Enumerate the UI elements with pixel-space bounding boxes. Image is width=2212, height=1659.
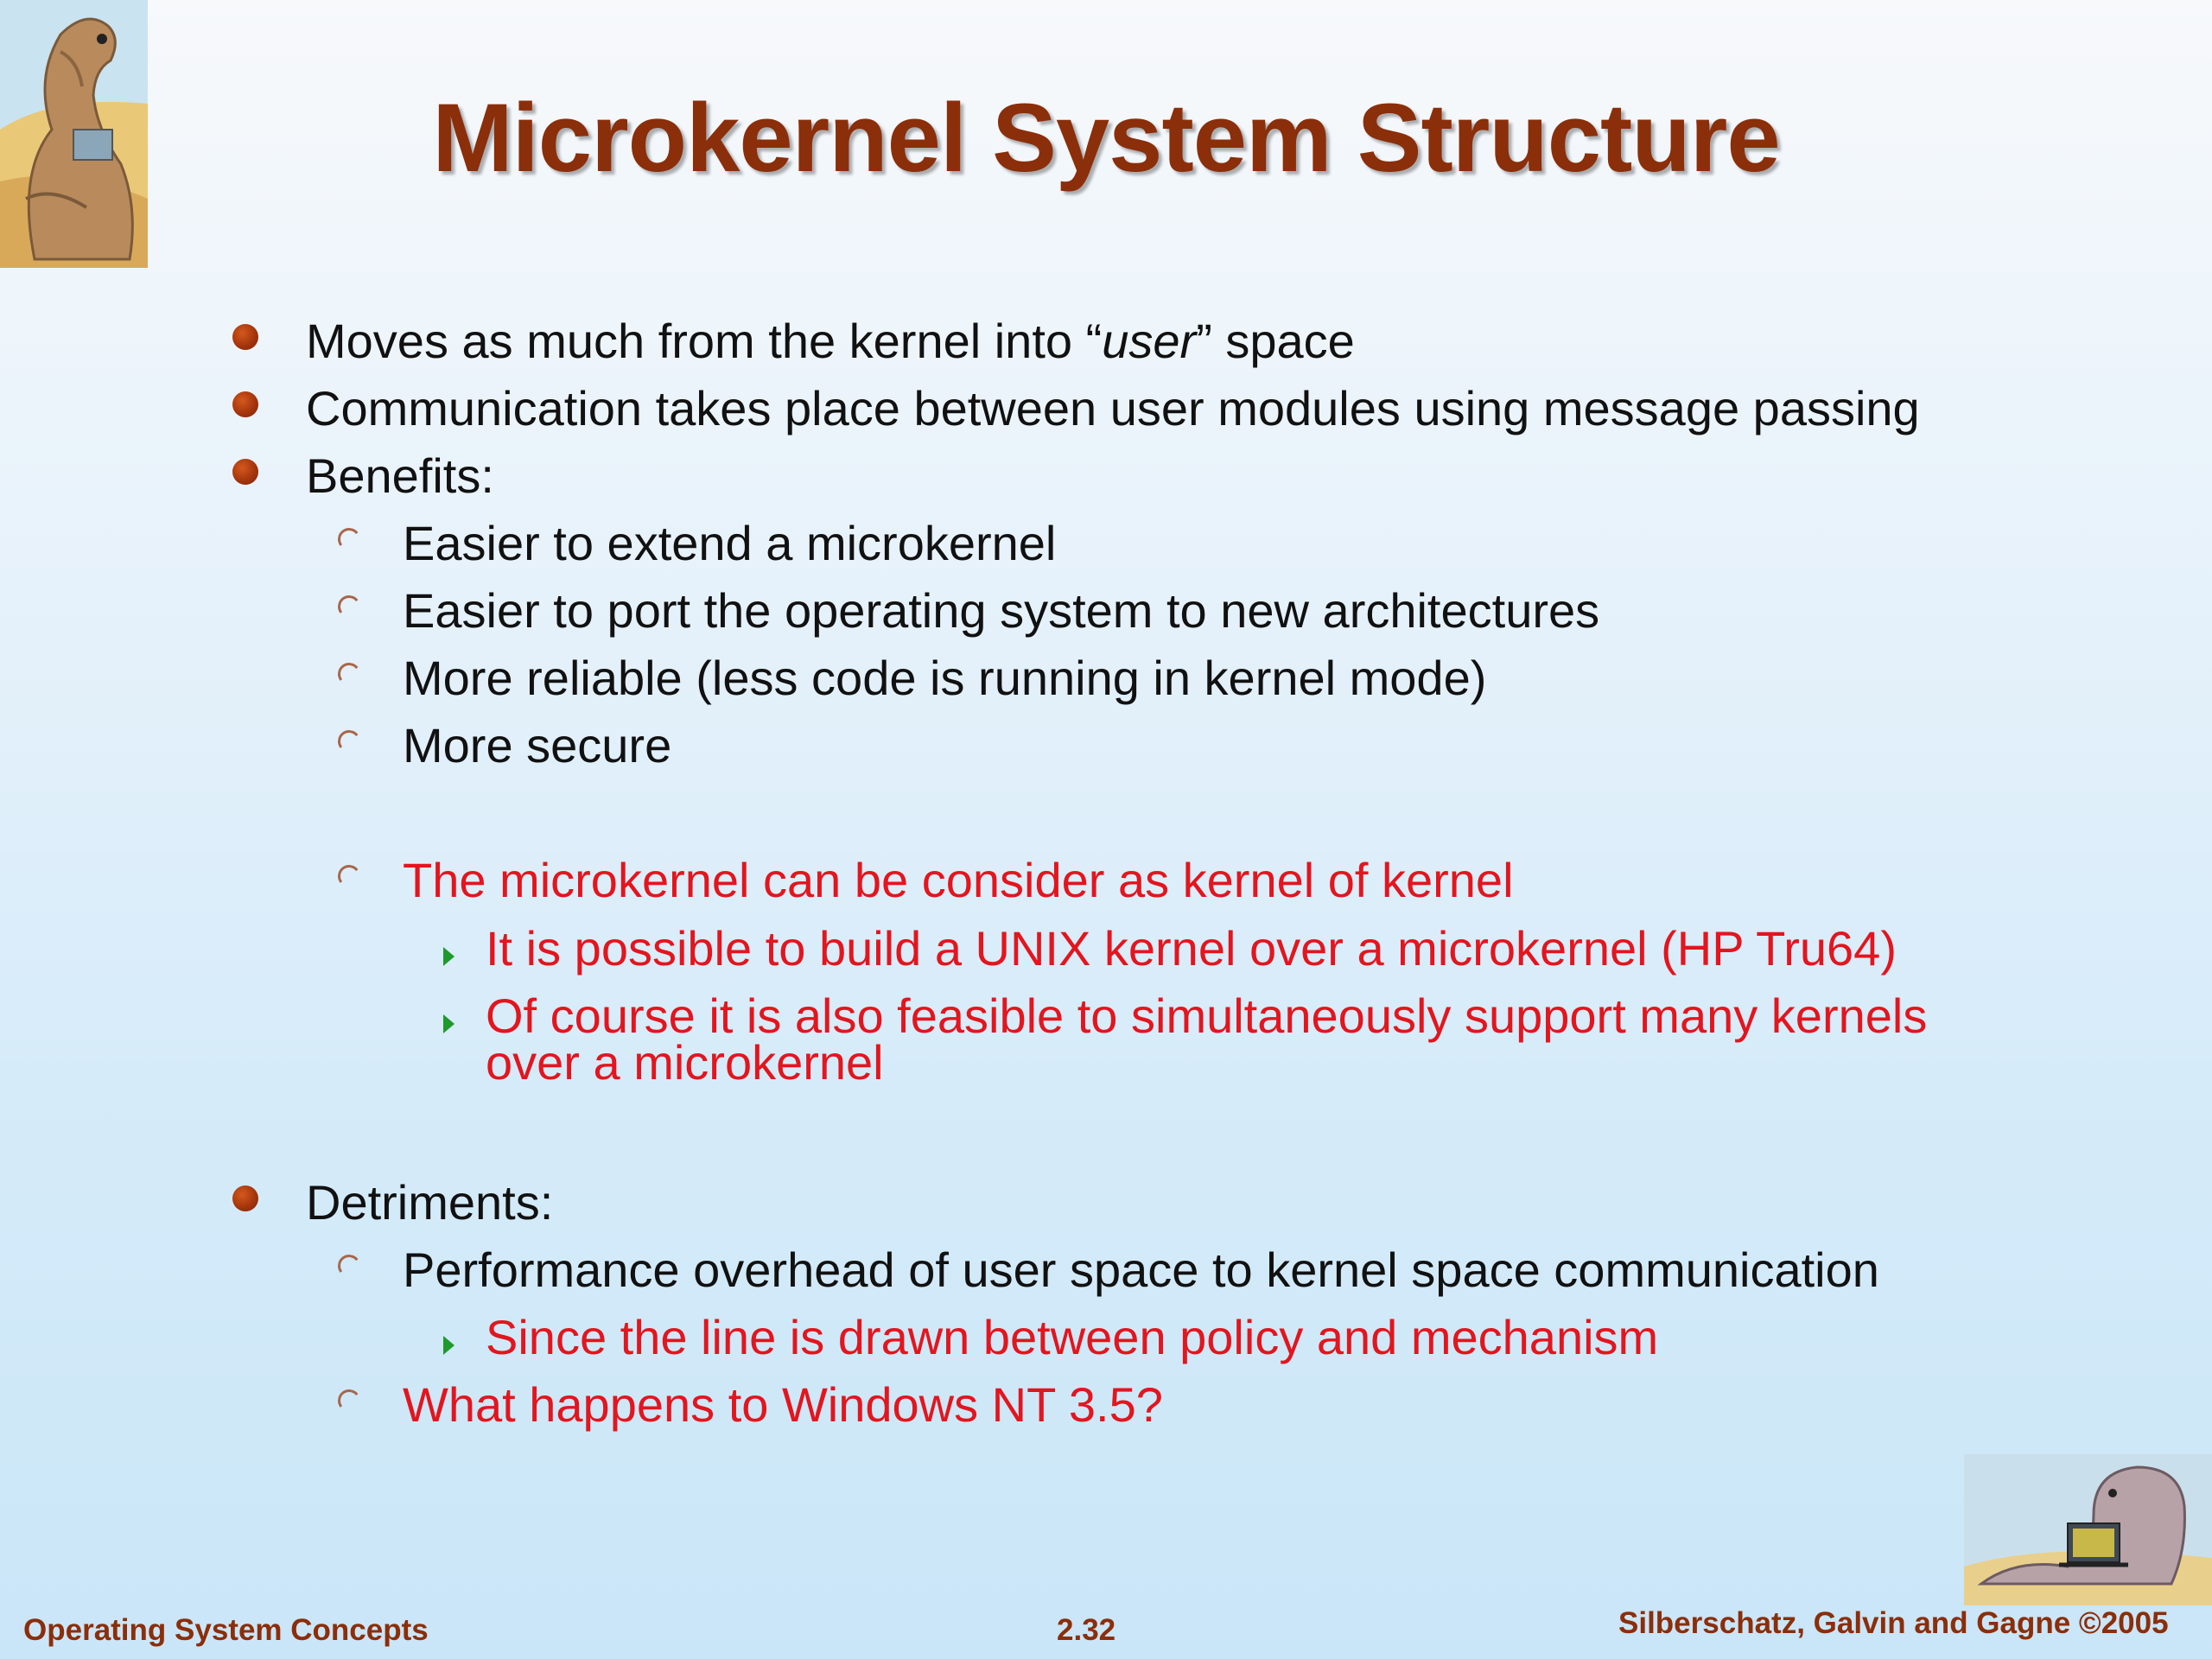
bullet-dot-icon (232, 324, 258, 350)
subbullet-more-secure: More secure (403, 718, 672, 772)
bullet-arrow-icon (443, 947, 454, 966)
footer-copyright: Silberschatz, Galvin and Gagne ©2005 (1618, 1606, 2169, 1640)
bullet-circle-icon (336, 661, 361, 686)
slide-title: Microkernel System Structure (432, 84, 1780, 192)
subbullet-more-reliable: More reliable (less code is running in kernel mode) (403, 651, 1487, 705)
bullet-arrow-icon (443, 1336, 454, 1355)
emphasis-user: user (1102, 314, 1197, 368)
bullet-arrow-icon (443, 1014, 454, 1033)
bullet-moves-user-space (306, 316, 1355, 367)
subbullet-performance-overhead: Performance overhead of user space to kernel space communication (403, 1243, 1879, 1297)
footer-course-title: Operating System Concepts (23, 1613, 429, 1647)
dinosaur-with-laptop-icon (1964, 1454, 2212, 1605)
subsubbullet-policy-mechanism: Since the line is drawn between policy and mechanism (486, 1310, 1659, 1364)
subbullet-easier-port: Easier to port the operating system to new architectures (403, 583, 1600, 638)
subbullet-easier-extend: Easier to extend a microkernel (403, 516, 1057, 570)
bullet-circle-icon (336, 1388, 361, 1413)
subsubbullet-unix-over-microkernel: It is possible to build a UNIX kernel over a microkernel (HP Tru64) (486, 921, 1897, 976)
bullet-circle-icon (336, 863, 361, 888)
subbullet-windows-nt: What happens to Windows NT 3.5? (403, 1377, 1163, 1432)
subsubbullet-many-kernels-line2: over a microkernel (486, 1035, 884, 1090)
subbullet-kernel-of-kernel: The microkernel can be consider as kernel of kernel (403, 853, 1514, 907)
bullet-circle-icon (336, 526, 361, 551)
footer-page-number: 2.32 (1057, 1613, 1116, 1647)
bullet-dot-icon (232, 459, 258, 485)
bullet-dot-icon (232, 391, 258, 417)
bullet-circle-icon (336, 1253, 361, 1278)
bullet-communication: Communication takes place between user modules using message passing (306, 381, 1920, 435)
subsubbullet-many-kernels-line1: Of course it is also feasible to simultaneously support many kernels (486, 988, 1928, 1043)
bullet-detriments: Detriments: (306, 1175, 554, 1230)
bullet-text-post: ” space (1196, 314, 1355, 368)
bullet-dot-icon (232, 1185, 258, 1211)
bullet-text-pre: Moves as much from the kernel into “ (306, 314, 1103, 368)
bullet-benefits: Benefits: (306, 448, 494, 503)
bullet-circle-icon (336, 728, 361, 753)
bullet-circle-icon (336, 594, 361, 619)
